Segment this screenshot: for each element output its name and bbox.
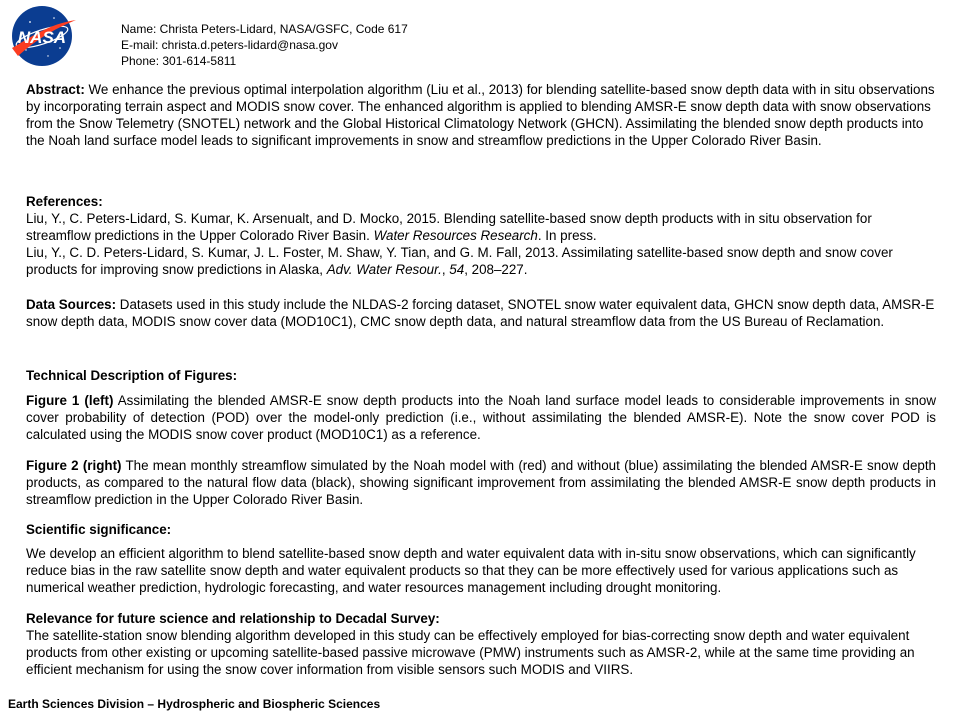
reference-2-pages: , 208–227. <box>464 262 528 277</box>
figure-1-text: Assimilating the blended AMSR-E snow depth products into the Noah land surface model leads to considerable improvements in snow cover probability of detection (POD) over the model-only prediction (i.e., without assimilating the blended AMSR-E). Note the snow cover POD is calculated using the MODIS snow cover product (MOD10C1) as a reference. <box>26 393 936 442</box>
figure-2-text: The mean monthly streamflow simulated by the Noah model with (red) and without (blue) assimilating the blended AMSR-E snow depth products, as compared to the natural flow data (black), showing significant improvement from assimilating the blended AMSR-E snow depth products in streamflow prediction in the Upper Colorado River Basin. <box>26 458 937 507</box>
reference-1 <box>26 210 936 244</box>
contact-phone: Phone: 301-614-5811 <box>121 54 237 68</box>
nasa-logo <box>4 4 80 68</box>
footer-division: Earth Sciences Division – Hydrospheric and Biospheric Sciences <box>8 697 381 711</box>
abstract-section <box>26 81 936 149</box>
tech-heading: Technical Description of Figures: <box>26 368 238 383</box>
reference-1-journal: Water Resources Research <box>373 228 538 243</box>
figure-2-label: Figure 2 (right) <box>26 458 122 473</box>
data-sources-label: Data Sources: <box>26 297 117 312</box>
reference-1-main: Liu, Y., C. Peters-Lidard, S. Kumar, K. Arsenualt, and D. Mocko, 2015. Blending satellite-based snow depth products with in situ observation for streamflow predictions in the Upper Colorado River Basin. <box>26 211 872 243</box>
figure-1-description <box>26 392 936 443</box>
relevance-heading: Relevance for future science and relationship to Decadal Survey: <box>26 611 440 626</box>
reference-2-journal: Adv. Water Resour. <box>326 262 442 277</box>
contact-email: E-mail: christa.d.peters-lidard@nasa.gov <box>121 38 338 52</box>
references-section <box>26 193 936 278</box>
reference-2-sep: , <box>441 262 446 277</box>
reference-1-tail: . In press. <box>537 228 597 243</box>
reference-2 <box>26 244 936 278</box>
reference-2-volume: 54 <box>449 262 465 277</box>
figure-2-description <box>26 457 936 508</box>
contact-info <box>121 21 408 69</box>
reference-2-main: Liu, Y., C. D. Peters-Lidard, S. Kumar, J. L. Foster, M. Shaw, Y. Tian, and G. M. Fall, 2013. Assimilating satellite-based snow depth and snow cover products for improving snow predictions in Alaska, <box>26 245 893 277</box>
significance-heading: Scientific significance: <box>26 522 172 537</box>
abstract-text: We enhance the previous optimal interpolation algorithm (Liu et al., 2013) for blending satellite-based snow depth data with in situ observations by incorporating terrain aspect and MODIS snow cover. The enhanced algorithm is applied to blending AMSR-E snow depth data with snow observations from the Snow Telemetry (SNOTEL) network and the Global Historical Climatology Network (GHCN). Assimilating the blended snow depth products into the Noah land surface model leads to significant improvements in snow and streamflow predictions in the Upper Colorado River Basin. <box>26 82 935 148</box>
abstract-label: Abstract: <box>26 82 85 97</box>
relevance-text: The satellite-station snow blending algorithm developed in this study can be effectively employed for bias-correcting snow depth and water equivalent products from other existing or upcoming satellite-based passive microwave (PMW) instruments such as AMSR-2, while at the same time providing an efficient mechanism for using the snow cover information from visible sensors such MODIS and VIIRS. <box>26 628 915 677</box>
figure-1-label: Figure 1 (left) <box>26 393 114 408</box>
contact-name: Name: Christa Peters-Lidard, NASA/GSFC, Code 617 <box>121 22 408 36</box>
significance-text: We develop an efficient algorithm to blend satellite-based snow depth and water equivalent data with in-situ snow observations, which can significantly reduce bias in the raw satellite snow depth and water equivalent products so that they can be more effectively used for various applications such as numerical weather prediction, hydrologic forecasting, and water resources management including drought monitoring. <box>26 546 916 595</box>
references-heading: References: <box>26 194 103 209</box>
nasa-logo-text: NASA <box>17 28 67 47</box>
data-sources-text: Datasets used in this study include the NLDAS-2 forcing dataset, SNOTEL snow water equivalent data, GHCN snow depth data, AMSR-E snow depth data, MODIS snow cover data (MOD10C1), CMC snow depth data, and natural streamflow data from the US Bureau of Reclamation. <box>26 297 935 329</box>
data-sources-section <box>26 296 936 330</box>
